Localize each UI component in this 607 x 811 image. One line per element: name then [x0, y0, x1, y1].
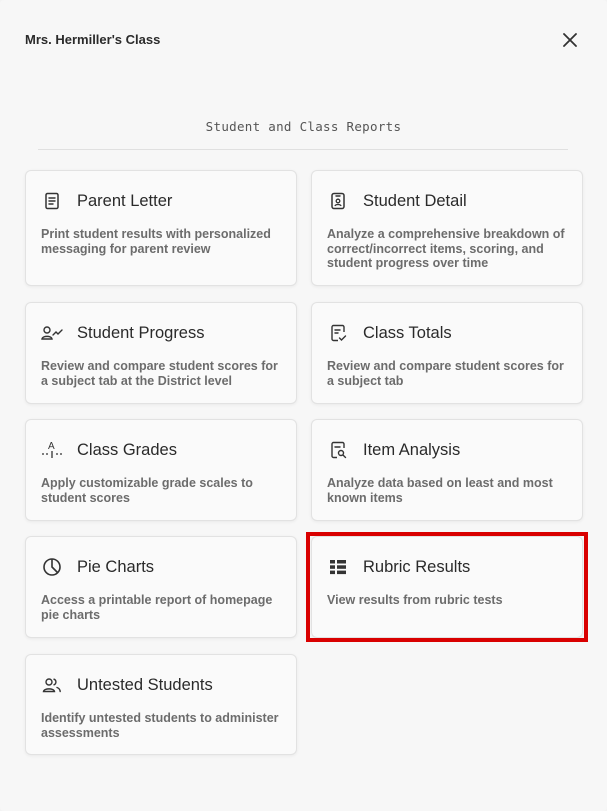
- people-icon: [41, 674, 63, 696]
- id-badge-icon: [327, 190, 349, 212]
- checklist-icon: [327, 322, 349, 344]
- grid-list-icon: [327, 556, 349, 578]
- close-icon: [563, 33, 577, 47]
- card-untested-students[interactable]: [25, 654, 297, 755]
- card-title: Rubric Results: [363, 557, 471, 576]
- card-title: Student Detail: [363, 191, 467, 210]
- card-title: Student Progress: [77, 323, 205, 342]
- card-description: Review and compare student scores for a subject tab at the District level: [41, 359, 278, 388]
- card-title: Item Analysis: [363, 440, 461, 459]
- card-description: Review and compare student scores for a subject tab: [327, 359, 564, 388]
- card-description: Print student results with personalized messaging for parent review: [41, 227, 271, 256]
- pie-chart-icon: [41, 556, 63, 578]
- card-description: Access a printable report of homepage pie charts: [41, 593, 273, 622]
- modal-title: Mrs. Hermiller's Class: [25, 32, 161, 47]
- card-student-detail[interactable]: [311, 170, 583, 286]
- card-title: Class Totals: [363, 323, 452, 342]
- svg-text:A: A: [48, 441, 55, 452]
- card-student-progress[interactable]: [25, 302, 297, 404]
- card-class-grades[interactable]: [25, 419, 297, 521]
- card-item-analysis[interactable]: [311, 419, 583, 521]
- close-button[interactable]: [558, 28, 582, 52]
- document-search-icon: [327, 439, 349, 461]
- document-icon: [41, 190, 63, 212]
- divider: [38, 149, 568, 150]
- card-description: Analyze data based on least and most known items: [327, 476, 553, 505]
- card-description: Analyze a comprehensive breakdown of correct/incorrect items, scoring, and student progress over time: [327, 227, 565, 270]
- card-rubric-results[interactable]: [311, 536, 583, 638]
- card-description: Apply customizable grade scales to student scores: [41, 476, 253, 505]
- card-title: Class Grades: [77, 440, 177, 459]
- modal-header: [0, 0, 607, 78]
- card-parent-letter[interactable]: [25, 170, 297, 286]
- grade-scale-icon: [41, 439, 63, 461]
- card-description: View results from rubric tests: [327, 593, 503, 607]
- card-pie-charts[interactable]: [25, 536, 297, 638]
- card-class-totals[interactable]: [311, 302, 583, 404]
- card-title: Pie Charts: [77, 557, 155, 576]
- card-description: Identify untested students to administer assessments: [41, 711, 279, 740]
- card-title: Parent Letter: [77, 191, 173, 210]
- card-title: Untested Students: [77, 675, 213, 694]
- section-title: Student and Class Reports: [205, 119, 402, 134]
- person-trend-icon: [41, 322, 63, 344]
